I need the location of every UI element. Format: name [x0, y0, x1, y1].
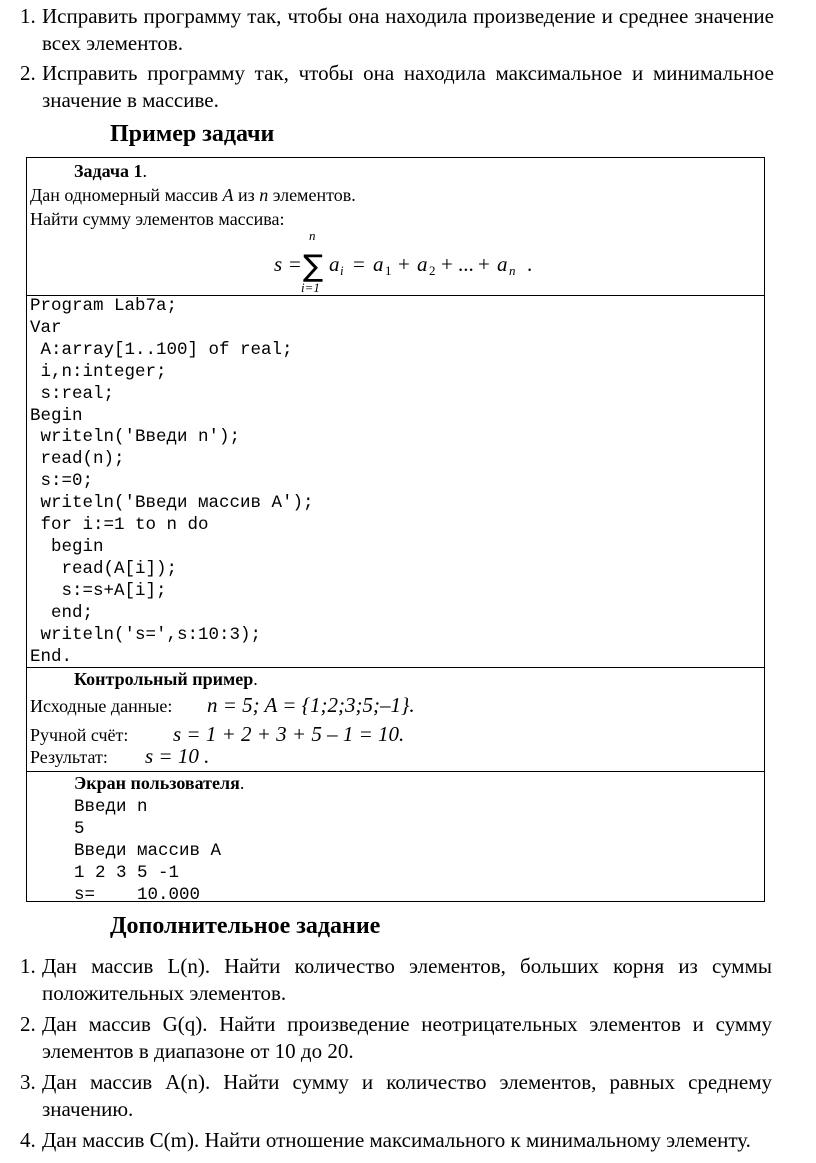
task-title [74, 161, 147, 182]
plus-sign: + [398, 252, 410, 276]
list-item [0, 60, 816, 114]
plus-sign: + [478, 252, 490, 276]
var-a: A [222, 185, 234, 205]
screen-title-dot: . [239, 773, 245, 793]
list-number: 1. [20, 954, 36, 978]
manual-label: Ручной счёт: [30, 725, 129, 745]
screen-section [26, 771, 765, 905]
sum-formula [257, 228, 557, 294]
list-item [0, 1127, 816, 1154]
extra-task-list [0, 953, 816, 1158]
subscript: 1 [385, 263, 392, 278]
screen-title-label: Экран пользователя [74, 773, 240, 793]
subscript: n [509, 263, 516, 278]
result-label: Результат: [30, 747, 108, 767]
equals-sign: = [289, 252, 301, 276]
input-value: n = 5; A = {1;2;3;5;–1}. [207, 693, 415, 717]
var-n: n [259, 185, 269, 205]
task-text: элементов. [268, 185, 356, 205]
list-item [0, 3, 816, 57]
sum-upper-limit: n [309, 228, 316, 243]
task-line-2: Найти сумму элементов массива: [30, 209, 285, 229]
list-item [0, 1011, 816, 1065]
control-section [26, 667, 765, 771]
task-line-1 [30, 185, 356, 206]
control-title [74, 669, 258, 690]
task-text: Дан одномерный массив [30, 185, 223, 205]
plus-sign: + [441, 252, 453, 276]
subscript: i [340, 263, 344, 278]
control-title-label: Контрольный пример [74, 669, 254, 689]
equals-sign: = [353, 252, 365, 276]
term-a: a [417, 252, 428, 276]
list-text: Дан массив C(m). Найти отношение максимального к минимальному элементу. [42, 1128, 751, 1152]
sum-lower-limit: i=1 [301, 280, 320, 294]
task-list [0, 3, 816, 114]
code-section [26, 295, 765, 667]
list-text: Исправить программу так, чтобы она находила произведение и среднее значение всех элементов. [42, 4, 774, 55]
task-title-dot: . [142, 161, 148, 181]
result-value: s = 10 . [145, 744, 210, 768]
var-s: s [274, 252, 283, 276]
subscript: 2 [429, 263, 436, 278]
input-label: Исходные данные: [30, 696, 173, 716]
list-number: 4. [20, 1128, 36, 1152]
list-number: 1. [20, 4, 36, 28]
list-number: 2. [20, 61, 36, 85]
screen-title [74, 773, 244, 794]
task-title-label: Задача 1 [74, 161, 143, 181]
task-section [26, 157, 765, 295]
screen-output: Введи n 5 Введи массив A 1 2 3 5 -1 s= 10.000 [74, 797, 222, 905]
period: . [527, 252, 533, 276]
term-a: a [329, 252, 340, 276]
list-number: 3. [20, 1070, 36, 1094]
term-a: a [373, 252, 384, 276]
extra-heading: Дополнительное задание [110, 913, 381, 939]
list-text: Дан массив G(q). Найти произведение неотрицательных элементов и сумму элементов в диапазоне от 10 до 20. [42, 1012, 772, 1063]
list-text: Исправить программу так, чтобы она находила максимальное и минимальное значение в массиве. [42, 61, 774, 112]
list-item [0, 953, 816, 1007]
list-number: 2. [20, 1012, 36, 1036]
manual-value: s = 1 + 2 + 3 + 5 – 1 = 10. [173, 722, 405, 746]
program-code: Program Lab7a; Var A:array[1..100] of real; i,n:integer; s:real; Begin writeln('Введи n'); read(n); s:=0; writeln('Введи массив A'); for i:=1 to n do begin read(A[i]); s:=s+A[i]; end; writeln('s=',s:10:3); End. [30, 296, 314, 667]
example-heading: Пример задачи [110, 121, 275, 147]
list-item [0, 1069, 816, 1123]
control-title-dot: . [253, 669, 258, 689]
list-text: Дан массив L(n). Найти количество элементов, больших корня из суммы положительных элементов. [42, 954, 772, 1005]
ellipsis: ... [458, 252, 474, 276]
task-text: из [233, 185, 260, 205]
term-a: a [497, 252, 508, 276]
sigma-icon: ∑ [303, 249, 324, 284]
list-text: Дан массив A(n). Найти сумму и количество элементов, равных среднему значению. [42, 1070, 772, 1121]
